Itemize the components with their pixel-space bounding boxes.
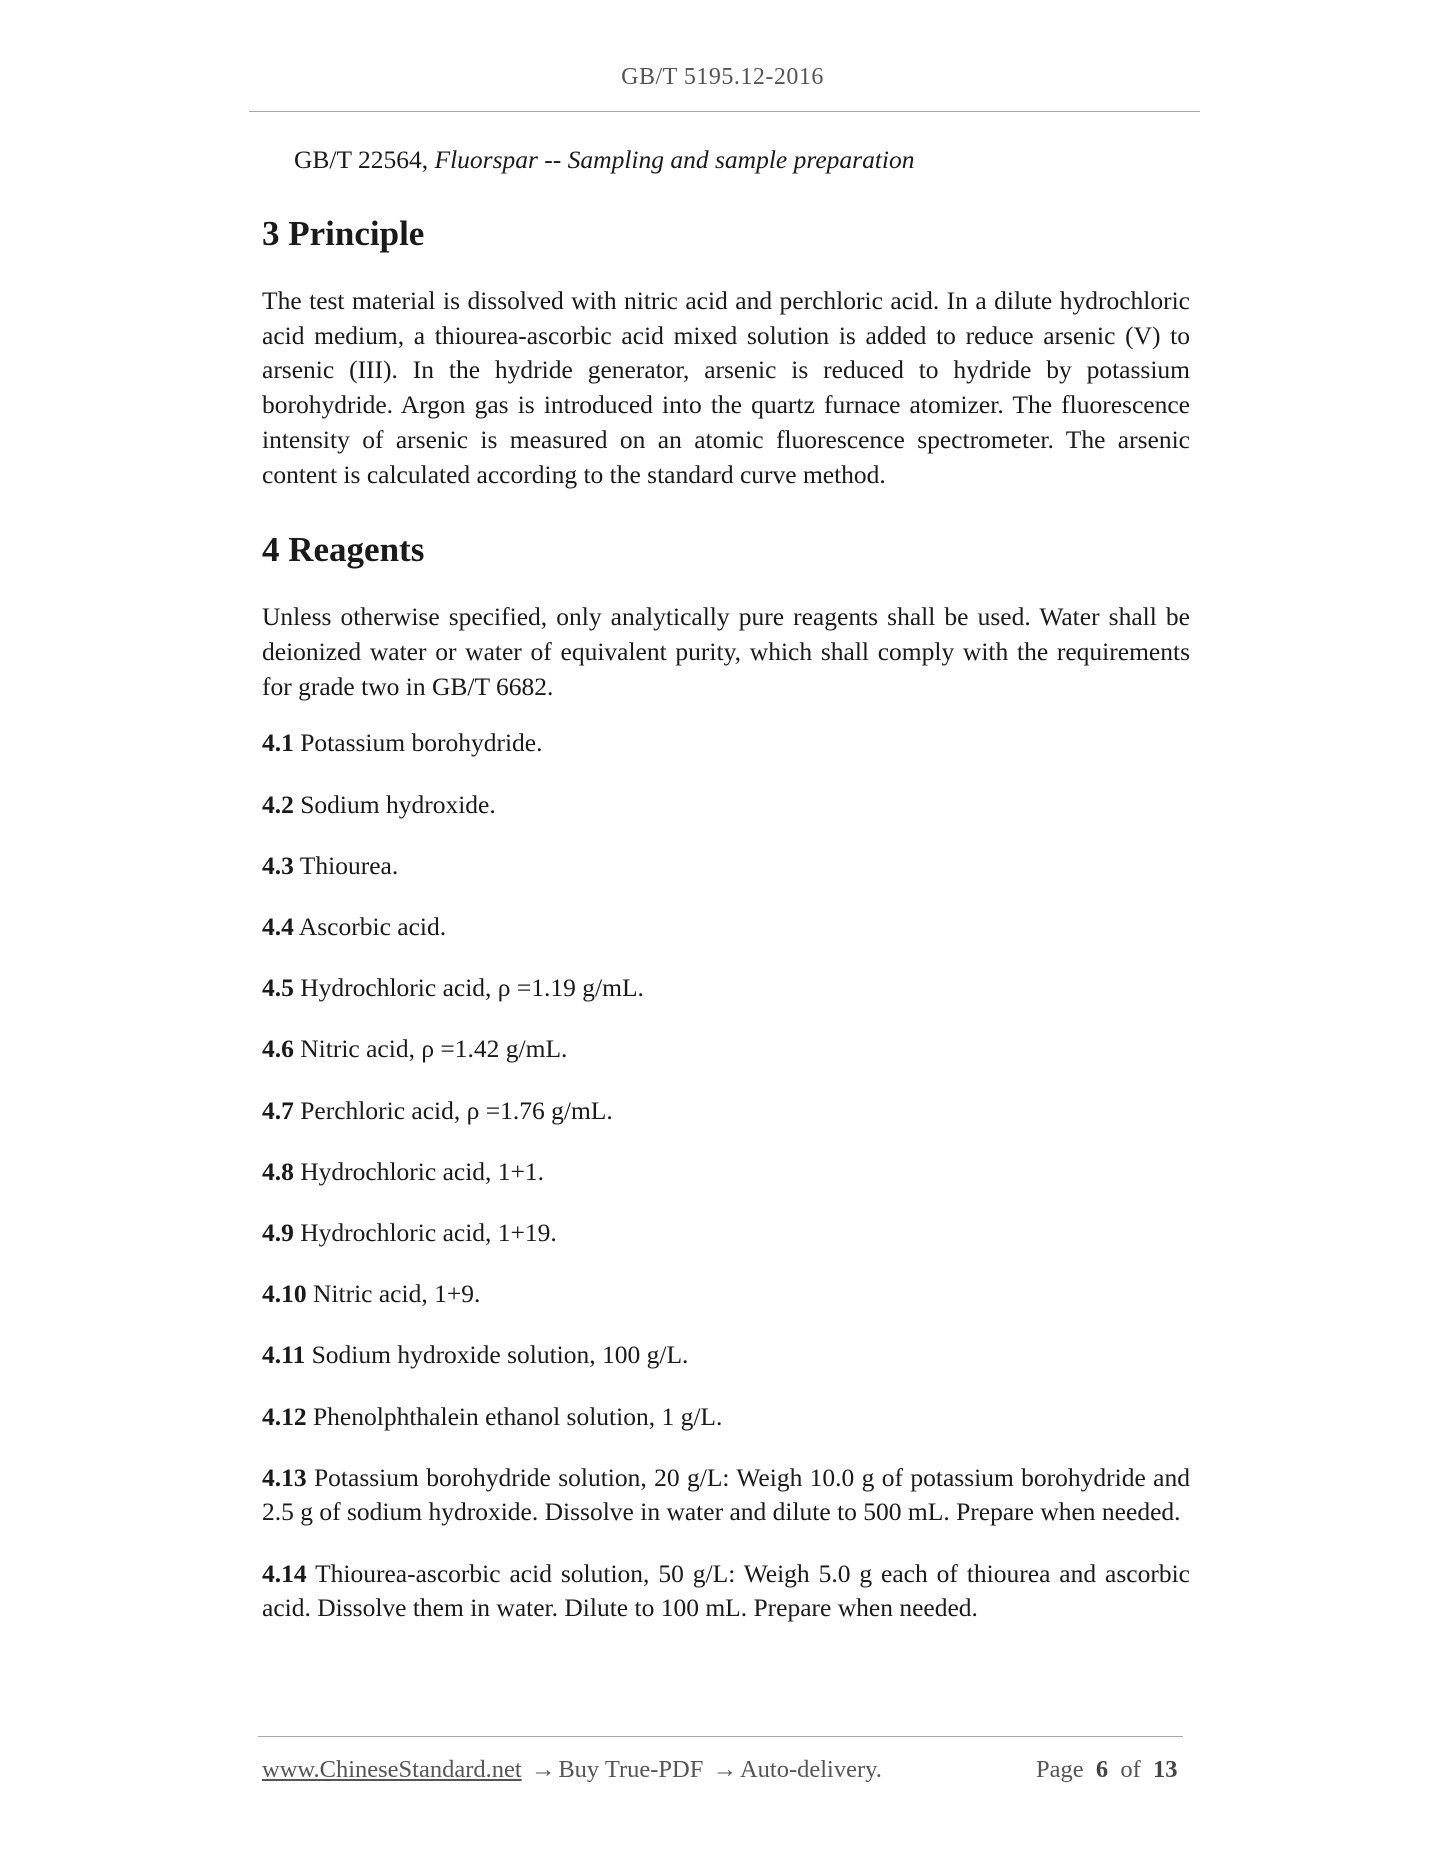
arrow-right-icon: → [712,1756,737,1783]
reagent-number: 4.13 [262,1462,307,1492]
reagent-number: 4.14 [262,1558,307,1588]
reagent-number: 4.10 [262,1279,307,1309]
footer-promo [262,1754,882,1786]
reagent-text: Hydrochloric acid, ρ =1.19 g/mL. [293,973,644,1003]
reagent-number: 4.11 [262,1340,306,1370]
reagent-text: Hydrochloric acid, 1+1. [293,1156,545,1186]
reagent-item [262,788,1190,823]
reagent-item [262,1094,1190,1129]
page-current: 6 [1095,1756,1109,1783]
header-divider [249,111,1200,112]
principle-paragraph: The test material is dissolved with nitric acid and perchloric acid. In a dilute hydrochloric acid medium, a thiourea-ascorbic acid mixed solution is added to reduce arsenic (V) to arsenic (III). In the hydride generator, arsenic is reduced to hydride by potassium borohydride. Argon gas is introduced into the quartz furnace atomizer. The fluorescence intensity of arsenic is measured on an atomic fluorescence spectrometer. The arsenic content is calculated according to the standard curve method. [262,286,1190,489]
reagent-item [262,1216,1190,1251]
reagent-number: 4.1 [262,728,294,758]
reagent-text: Potassium borohydride. [293,728,543,758]
reagent-item [262,971,1190,1006]
reagent-text: Thiourea. [293,850,399,880]
reagent-text: Sodium hydroxide solution, 100 g/L. [305,1340,689,1370]
reagent-number: 4.6 [262,1034,294,1064]
reagent-item [262,910,1190,945]
running-header: GB/T 5195.12-2016 [621,64,824,90]
footer-divider [258,1736,1183,1737]
reagent-number: 4.9 [262,1217,294,1247]
reagent-item [262,1155,1190,1190]
reagent-text: Phenolphthalein ethanol solution, 1 g/L. [306,1401,723,1431]
normative-reference [294,140,1190,180]
reagent-item [262,1032,1190,1067]
reagent-text: Perchloric acid, ρ =1.76 g/mL. [293,1095,613,1125]
page-indicator [1036,1754,1178,1786]
reagent-item [262,726,1190,761]
reagent-text: Sodium hydroxide. [293,789,496,819]
reagent-number: 4.2 [262,789,294,819]
reagent-text: Potassium borohydride solution, 20 g/L: Weigh 10.0 g of potassium borohydride and 2.5 g of sodium hydroxide. Dissolve in water and dilute to 500 mL. Prepare when needed. [262,1462,1190,1527]
reagent-number: 4.4 [262,911,294,941]
reagent-text: Nitric acid, 1+9. [306,1279,481,1309]
reagent-item [262,1400,1190,1435]
reagent-item [262,1277,1190,1312]
reagents-intro: Unless otherwise specified, only analytically pure reagents shall be used. Water shall be deionized water or water of equivalent purity, which shall comply with the requirements for grade two in GB/T 6682. [262,602,1190,701]
reference-code: GB/T 22564, [294,145,435,174]
reagent-number: 4.8 [262,1156,294,1186]
auto-delivery-text: Auto-delivery. [739,1756,882,1783]
arrow-right-icon: → [530,1756,556,1783]
buy-pdf-text: Buy True-PDF [558,1756,704,1783]
reagent-text: Thiourea-ascorbic acid solution, 50 g/L: Weigh 5.0 g each of thiourea and ascorbic acid. Dissolve them in water. Dilute to 100 mL. Prepare when needed. [262,1558,1190,1623]
page-total: 13 [1153,1756,1178,1783]
page-of-label: of [1120,1756,1141,1783]
reagent-text: Nitric acid, ρ =1.42 g/mL. [293,1034,568,1064]
reagent-item [262,849,1190,884]
website-link[interactable]: www.ChineseStandard.net [262,1756,522,1783]
reagent-item [262,1557,1190,1626]
reagent-number: 4.7 [262,1095,294,1125]
page-label: Page [1036,1756,1084,1783]
reagent-text: Hydrochloric acid, 1+19. [293,1217,557,1247]
reagents-heading: 4 Reagents [262,530,425,570]
reagent-number: 4.3 [262,850,294,880]
reagent-list [262,726,1190,1626]
reagent-item [262,1461,1190,1530]
reference-title: Fluorspar -- Sampling and sample preparation [434,145,915,174]
reagent-number: 4.5 [262,973,294,1003]
page-content [262,140,1190,1653]
principle-heading: 3 Principle [262,214,425,253]
reagent-number: 4.12 [262,1401,307,1431]
reagent-item [262,1338,1190,1373]
reagent-text: Ascorbic acid. [293,911,447,941]
